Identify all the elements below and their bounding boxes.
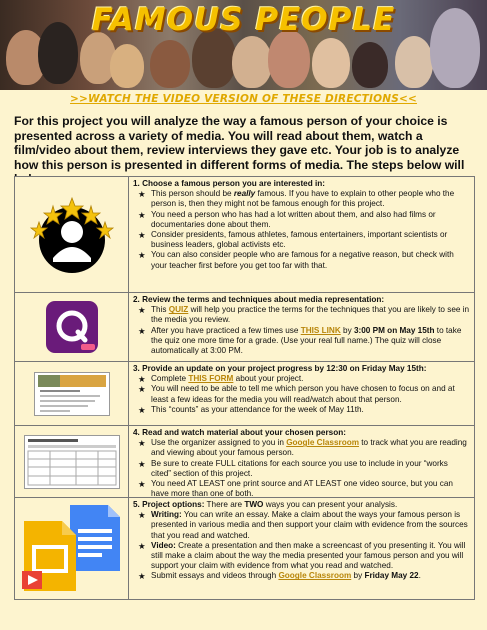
step-title: 1. Choose a famous person you are interested in: — [133, 179, 325, 188]
bullet-text: about your project. — [233, 374, 304, 384]
step-image-cell — [15, 498, 129, 599]
step-title: 2. Review the terms and techniques about media representation: — [133, 295, 385, 304]
slides-and-docs-icon — [20, 503, 124, 595]
list-item — [133, 438, 470, 458]
bullet-list — [133, 374, 470, 415]
bullet-text: You need AT LEAST one print source and AT LEAST one video source, but you can have more than one of both. — [151, 479, 453, 499]
step-title-text: There are — [204, 500, 245, 509]
star-bullet-icon: ★ — [138, 510, 146, 521]
step-row — [15, 498, 474, 599]
star-bullet-icon: ★ — [138, 479, 146, 490]
portrait-image — [352, 42, 388, 88]
bullet-text: Be sure to create FULL citations for each source you use to include in your “works cited” section of this project. — [151, 458, 448, 478]
list-item — [133, 210, 470, 230]
step-row — [15, 293, 474, 362]
steps-table — [14, 176, 475, 600]
star-bullet-icon: ★ — [138, 571, 146, 582]
step-title: 3. Provide an update on your project progress by 12:30 on Friday May 15th: — [133, 364, 427, 373]
step-image-cell — [15, 426, 129, 497]
quizizz-icon — [45, 300, 99, 354]
bullet-text: by — [351, 571, 365, 581]
portrait-image — [150, 40, 190, 88]
bullet-text: will help you practice the terms for the techniques that you are likely to see in the media you review. — [151, 305, 470, 325]
star-bullet-icon: ★ — [138, 438, 146, 449]
star-person-icon — [29, 192, 115, 278]
option-label: Video: — [151, 540, 176, 550]
page-title: FAMOUS PEOPLE — [91, 2, 396, 38]
organizer-thumbnail-icon — [24, 435, 120, 489]
bullet-text: famous. If you have to explain to other people who the person is, then they might not be famous enough for this project. — [151, 189, 455, 209]
intro-text: For this project you will analyze the way a famous person of your choice is presented across a variety of media. You will read about them, watch a film/video about them, review interviews they gave etc. Your job is to analyze how this person is presented in different forms of media. The steps below will — [14, 114, 465, 172]
portrait-image — [312, 38, 350, 88]
step-image-cell — [15, 177, 129, 292]
star-bullet-icon: ★ — [138, 230, 146, 241]
quiz-link[interactable]: QUIZ — [168, 305, 189, 315]
star-bullet-icon: ★ — [138, 540, 146, 551]
header-banner — [0, 0, 487, 90]
list-item — [133, 189, 470, 209]
list-item — [133, 405, 470, 415]
list-item — [133, 326, 470, 357]
bullet-list — [133, 189, 470, 271]
bullet-text: Consider presidents, famous athletes, famous entertainers, important scientists or business leaders, global activists etc. — [151, 230, 448, 250]
step-image-cell — [15, 362, 129, 425]
deadline-text: 3:00 PM on May 15th — [353, 325, 435, 335]
list-item — [133, 571, 470, 581]
bullet-emphasis: really — [233, 189, 256, 199]
star-bullet-icon: ★ — [138, 374, 146, 385]
step-row — [15, 177, 474, 293]
bullet-text: Create a presentation and then make a screencast of you presenting it. You will still make a claim about the way the media presented your famous person and you will support your claim with evidence from what you read and watched. — [151, 540, 466, 571]
bullet-text: This “counts” as your attendance for the week of May 11th. — [151, 404, 364, 414]
graded-quiz-link[interactable]: THIS LINK — [300, 325, 341, 335]
bullet-text: You need a person who has had a lot written about them, and also had films or documentaries done about them. — [151, 209, 436, 229]
bullet-text: You can also consider people who are famous for a negative reason, but check with your teacher first before you get too far with that. — [151, 250, 454, 270]
step-title — [133, 500, 470, 510]
form-link[interactable]: THIS FORM — [188, 374, 234, 384]
star-bullet-icon: ★ — [138, 250, 146, 261]
list-item — [133, 230, 470, 250]
form-thumbnail-icon — [34, 372, 110, 416]
star-bullet-icon: ★ — [138, 384, 146, 395]
step-text-cell — [129, 177, 474, 292]
list-item — [133, 510, 470, 541]
bullet-text: You can write an essay. Make a claim about the ways your famous person is presented in various media and then support your claim with evidence from the sources that you read and watched. — [151, 510, 468, 540]
step-title-text: ways you can present your analysis. — [263, 500, 398, 509]
step-row — [15, 426, 474, 498]
bullet-list — [133, 305, 470, 356]
portrait-image — [110, 44, 144, 88]
video-directions-link[interactable]: >>WATCH THE VIDEO VERSION OF THESE DIRECTIONS<< — [70, 93, 417, 105]
bullet-text: This — [151, 305, 169, 315]
bullet-text: . — [418, 571, 421, 581]
star-bullet-icon: ★ — [138, 458, 146, 469]
star-bullet-icon: ★ — [138, 209, 146, 220]
step-title-emphasis: TWO — [244, 500, 264, 509]
option-label: Writing: — [151, 510, 182, 520]
bullet-list — [133, 510, 470, 581]
bullet-text: This person should be — [151, 189, 234, 199]
step-title-label: 5. Project options: — [133, 500, 205, 509]
list-item — [133, 479, 470, 499]
list-item — [133, 459, 470, 479]
google-classroom-link[interactable]: Google Classroom — [286, 438, 359, 448]
portrait-image — [395, 36, 433, 88]
bullet-text: Complete — [151, 374, 189, 384]
star-bullet-icon: ★ — [138, 305, 146, 316]
portrait-image — [268, 30, 310, 88]
star-bullet-icon: ★ — [138, 404, 146, 415]
star-bullet-icon: ★ — [138, 189, 146, 200]
list-item — [133, 541, 470, 572]
deadline-text: Friday May 22 — [364, 571, 419, 581]
bullet-text: After you have practiced a few times use — [151, 325, 301, 335]
step-row — [15, 362, 474, 426]
step-text-cell — [129, 362, 474, 425]
bullet-list — [133, 438, 470, 499]
bullet-text: Use the organizer assigned to you in — [151, 438, 287, 448]
step-title: 4. Read and watch material about your chosen person: — [133, 428, 346, 437]
bullet-text: by — [340, 325, 354, 335]
step-image-cell — [15, 293, 129, 361]
step-text-cell — [129, 293, 474, 361]
bullet-text: You will need to be able to tell me which person you have chosen to focus on and at least a few ideas for the media you will read/watch about that person. — [151, 384, 455, 404]
list-item — [133, 384, 470, 404]
list-item — [133, 374, 470, 384]
step-text-cell — [129, 426, 474, 497]
list-item — [133, 250, 470, 270]
bullet-text: to track what you are reading and viewing about your famous person. — [151, 438, 467, 458]
bullet-text: to take the quiz one more time for a grade. (Use your real full name.) The quiz will close automatically at 3:00 PM. — [151, 325, 462, 356]
step-text-cell — [129, 498, 474, 599]
star-bullet-icon: ★ — [138, 325, 146, 336]
google-classroom-link[interactable]: Google Classroom — [278, 571, 352, 581]
bullet-text: Submit essays and videos through — [151, 571, 279, 581]
portrait-image — [232, 36, 272, 88]
list-item — [133, 305, 470, 325]
